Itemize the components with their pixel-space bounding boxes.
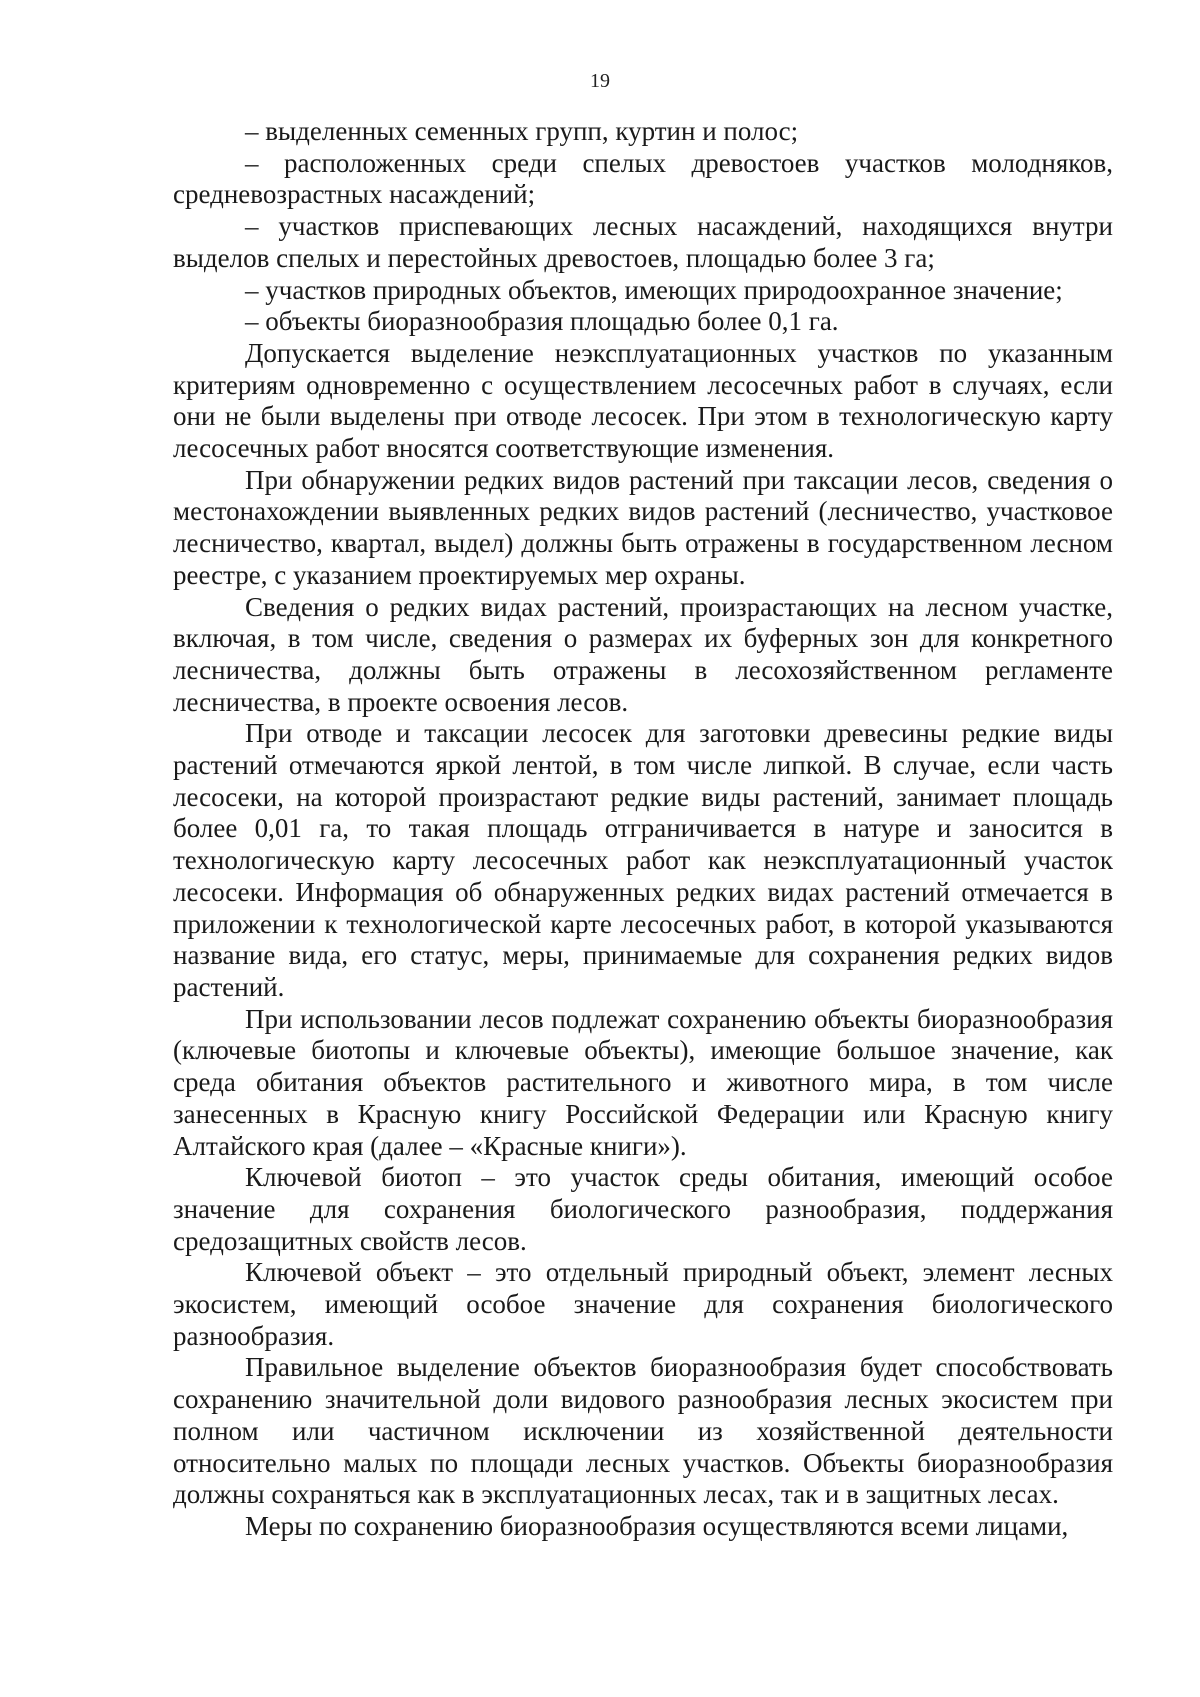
list-item-biodiversity-objects: – объекты биоразнообразия площадью более 0,1 га. bbox=[245, 306, 839, 337]
paragraph-rare-species-info: Сведения о редких видах растений, произрастающих на лесном участке, включая, в том числе, сведения о размерах их буферных зон для конкретного лесничества, должны быть отражены в лесохозяйственном регламенте лесничества, в проекте освоения лесов. bbox=[173, 591, 1113, 717]
paragraph-key-biotope: Ключевой биотоп – это участок среды обитания, имеющий особое значение для сохранения биологического разнообразия, поддержания средозащитных свойств лесов. bbox=[173, 1162, 1113, 1256]
list-item-maturing-stands: – участков приспевающих лесных насаждений, находящихся внутри выделов спелых и перестойных древостоев, площадью более 3 га; bbox=[173, 211, 1113, 273]
paragraph-measures: Меры по сохранению биоразнообразия осуществляются всеми лицами, bbox=[245, 1510, 1069, 1541]
paragraph-biodiversity-preservation: При использовании лесов подлежат сохранению объекты биоразнообразия (ключевые биотопы и ключевые объекты), имеющие большое значение, как среда обитания объектов растительного и животного мира, в том числе занесенных в Красную книгу Российской Федерации или Красную книгу Алтайского края (далее – «Красные книги»). bbox=[173, 1003, 1113, 1161]
document-body bbox=[173, 116, 1113, 1543]
list-item-natural-objects: – участков природных объектов, имеющих природоохранное значение; bbox=[245, 274, 1063, 305]
paragraph-correct-allocation: Правильное выделение объектов биоразнообразия будет способствовать сохранению значительной доли видового разнообразия лесных экосистем при полном или частичном исключении из хозяйственной деятельности относительно малых по площади лесных участков. Объекты биоразнообразия должны сохраняться как в эксплуатационных лесах, так и в защитных лесах. bbox=[173, 1352, 1113, 1510]
paragraph-key-object: Ключевой объект – это отдельный природный объект, элемент лесных экосистем, имеющий особое значение для сохранения биологического разнообразия. bbox=[173, 1257, 1113, 1351]
list-item-young-stands: – расположенных среди спелых древостоев участков молодняков, средневозрастных насаждений; bbox=[173, 147, 1113, 210]
paragraph-rare-species-detection: При обнаружении редких видов растений при таксации лесов, сведения о местонахождении выявленных редких видов растений (лесничество, участковое лесничество, квартал, выдел) должны быть отражены в государственном лесном реестре, с указанием проектируемых мер охраны. bbox=[173, 464, 1113, 590]
paragraph-non-exploitation-areas: Допускается выделение неэксплуатационных участков по указанным критериям одновременно с осуществлением лесосечных работ в случаях, если они не были выделены при отводе лесосек. При этом в технологическую карту лесосечных работ вносятся соответствующие изменения. bbox=[173, 337, 1113, 464]
page-number: 19 bbox=[590, 70, 610, 92]
paragraph-cutting-area-allotment: При отводе и таксации лесосек для заготовки древесины редкие виды растений отмечаются яркой лентой, в том числе липкой. В случае, если часть лесосеки, на которой произрастают редкие виды растений, занимает площадь более 0,01 га, то такая площадь отграничивается в натуре и заносится в технологическую карту лесосечных работ как неэксплуатационный участок лесосеки. Информация об обнаруженных редких видах растений отмечается в приложении к технологической карте лесосечных работ, в которой указываются название вида, его статус, меры, принимаемые для сохранения редких видов растений. bbox=[173, 718, 1113, 1002]
list-item-seed-groups: – выделенных семенных групп, куртин и полос; bbox=[245, 116, 799, 146]
